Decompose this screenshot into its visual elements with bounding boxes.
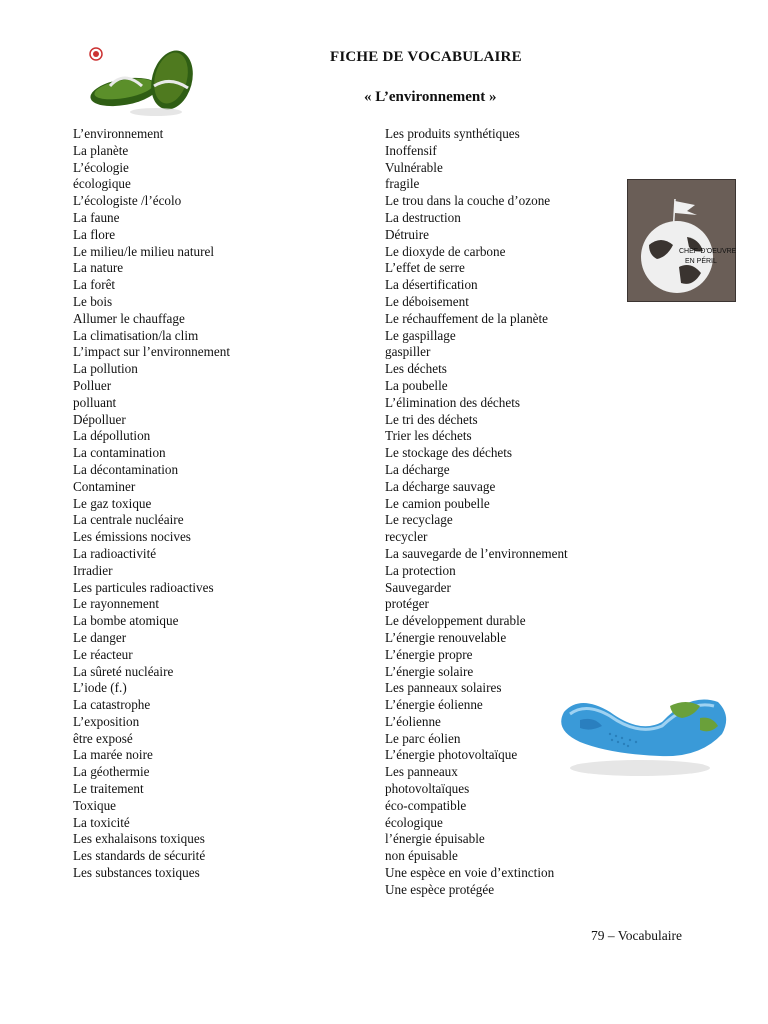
vocab-item: Toxique xyxy=(73,797,117,813)
vocab-item: Dépolluer xyxy=(73,411,126,427)
globe-sign-line1: CHEF-D'OEUVRE xyxy=(679,248,736,255)
vocab-item: polluant xyxy=(73,394,117,410)
vocab-item: La faune xyxy=(73,209,120,225)
vocab-item: Trier les déchets xyxy=(385,428,472,444)
vocab-item: L’énergie renouvelable xyxy=(385,629,507,645)
vocab-item: Le gaspillage xyxy=(385,327,456,343)
vocab-item: Le déboisement xyxy=(385,293,469,309)
vocab-item: Le parc éolien xyxy=(385,730,461,746)
vocab-item: Les standards de sécurité xyxy=(73,848,206,864)
vocab-item: photovoltaïques xyxy=(385,781,470,797)
vocab-item: L’énergie solaire xyxy=(385,663,474,679)
vocab-item: L’exposition xyxy=(73,713,140,729)
vocab-item: Le stockage des déchets xyxy=(385,445,513,461)
vocab-item: Le bois xyxy=(73,293,113,309)
vocab-item: Les panneaux xyxy=(385,764,458,780)
vocabulary-column-left xyxy=(73,126,230,882)
vocab-item: Une espèce protégée xyxy=(385,881,495,897)
vocab-item: La nature xyxy=(73,260,124,276)
vocab-item: La flore xyxy=(73,226,116,242)
vocab-item: L’effet de serre xyxy=(385,260,465,276)
vocab-item: éco-compatible xyxy=(385,797,467,813)
vocab-item: Le danger xyxy=(73,629,127,645)
vocab-item: La pollution xyxy=(73,361,138,377)
vocab-item: Irradier xyxy=(73,562,113,578)
vocab-item: Le camion poubelle xyxy=(385,495,490,511)
vocab-item: Le milieu/le milieu naturel xyxy=(73,243,214,259)
vocab-item: Les produits synthétiques xyxy=(385,126,520,141)
vocab-item: La désertification xyxy=(385,277,478,293)
vocab-item: La dépollution xyxy=(73,428,151,444)
vocab-item: La sûreté nucléaire xyxy=(73,663,174,679)
vocab-item: recycler xyxy=(385,529,428,545)
vocab-item: La catastrophe xyxy=(73,697,151,713)
vocab-item: Le développement durable xyxy=(385,613,526,629)
vocab-item: La radioactivité xyxy=(73,545,157,561)
vocab-item: Le tri des déchets xyxy=(385,411,478,427)
vocab-item: Les émissions nocives xyxy=(73,529,191,545)
vocab-item: La décontamination xyxy=(73,461,179,477)
vocab-item: L’écologiste /l’écolo xyxy=(73,193,182,209)
vocab-item: La géothermie xyxy=(73,764,150,780)
vocab-item: Allumer le chauffage xyxy=(73,310,185,326)
vocab-item: L’impact sur l’environnement xyxy=(73,344,230,360)
vocab-item: écologique xyxy=(73,176,131,192)
vocab-item: La marée noire xyxy=(73,747,153,763)
vocab-item: fragile xyxy=(385,176,420,192)
vocab-item: non épuisable xyxy=(385,848,458,864)
vocab-item: La bombe atomique xyxy=(73,613,179,629)
vocab-item: La forêt xyxy=(73,277,116,293)
vocab-item: Polluer xyxy=(73,377,112,393)
vocab-item: Le gaz toxique xyxy=(73,495,152,511)
vocab-item: protéger xyxy=(385,596,429,612)
vocab-item: Le trou dans la couche d’ozone xyxy=(385,193,551,209)
vocab-item: L’iode (f.) xyxy=(73,680,127,696)
vocab-item: L’énergie propre xyxy=(385,646,473,662)
vocab-item: Le réchauffement de la planète xyxy=(385,310,549,326)
grass-slippers-image xyxy=(84,46,200,120)
vocab-item: l’énergie épuisable xyxy=(385,831,485,847)
globe-chair-image xyxy=(550,672,732,784)
vocab-item: La protection xyxy=(385,562,456,578)
vocab-item: Les panneaux solaires xyxy=(385,680,502,696)
vocab-item: Détruire xyxy=(385,226,429,242)
vocab-item: Les particules radioactives xyxy=(73,579,214,595)
vocab-item: L’écologie xyxy=(73,159,129,175)
vocab-item: être exposé xyxy=(73,730,133,746)
page-title: FICHE DE VOCABULAIRE xyxy=(330,49,522,65)
vocab-item: Une espèce en voie d’extinction xyxy=(385,865,555,881)
vocab-item: La centrale nucléaire xyxy=(73,512,184,528)
vocab-item: La sauvegarde de l’environnement xyxy=(385,545,568,561)
vocab-item: La destruction xyxy=(385,209,461,225)
vocab-item: La planète xyxy=(73,142,129,158)
vocab-item: Vulnérable xyxy=(385,159,443,175)
vocab-item: écologique xyxy=(385,814,443,830)
vocab-item: L’élimination des déchets xyxy=(385,394,521,410)
vocab-item: Le traitement xyxy=(73,781,144,797)
vocab-item: Le dioxyde de carbone xyxy=(385,243,506,259)
vocab-item: La climatisation/la clim xyxy=(73,327,199,343)
vocab-item: Le réacteur xyxy=(73,646,133,662)
vocab-item: La poubelle xyxy=(385,377,448,393)
vocab-item: L’environnement xyxy=(73,126,164,141)
vocab-item: Les substances toxiques xyxy=(73,865,200,881)
vocab-item: La décharge sauvage xyxy=(385,478,496,494)
page-footer: 79 – Vocabulaire xyxy=(591,928,682,943)
vocab-item: La toxicité xyxy=(73,814,130,830)
globe-in-peril-image xyxy=(627,179,736,302)
vocab-item: L’éolienne xyxy=(385,713,441,729)
vocab-item: Les exhalaisons toxiques xyxy=(73,831,205,847)
page-subtitle: « L’environnement » xyxy=(364,89,497,105)
vocab-item: La contamination xyxy=(73,445,166,461)
vocab-item: L’énergie éolienne xyxy=(385,697,483,713)
vocab-item: Inoffensif xyxy=(385,142,437,158)
vocab-item: Le rayonnement xyxy=(73,596,160,612)
vocab-item: Contaminer xyxy=(73,478,136,494)
vocab-item: L’énergie photovoltaïque xyxy=(385,747,518,763)
vocab-item: gaspiller xyxy=(385,344,431,360)
vocabulary-column-right xyxy=(385,126,568,899)
globe-sign-line2: EN PÉRIL xyxy=(685,258,717,265)
vocab-item: Les déchets xyxy=(385,361,447,377)
vocab-item: La décharge xyxy=(385,461,450,477)
vocab-item: Sauvegarder xyxy=(385,579,451,595)
vocab-item: Le recyclage xyxy=(385,512,453,528)
